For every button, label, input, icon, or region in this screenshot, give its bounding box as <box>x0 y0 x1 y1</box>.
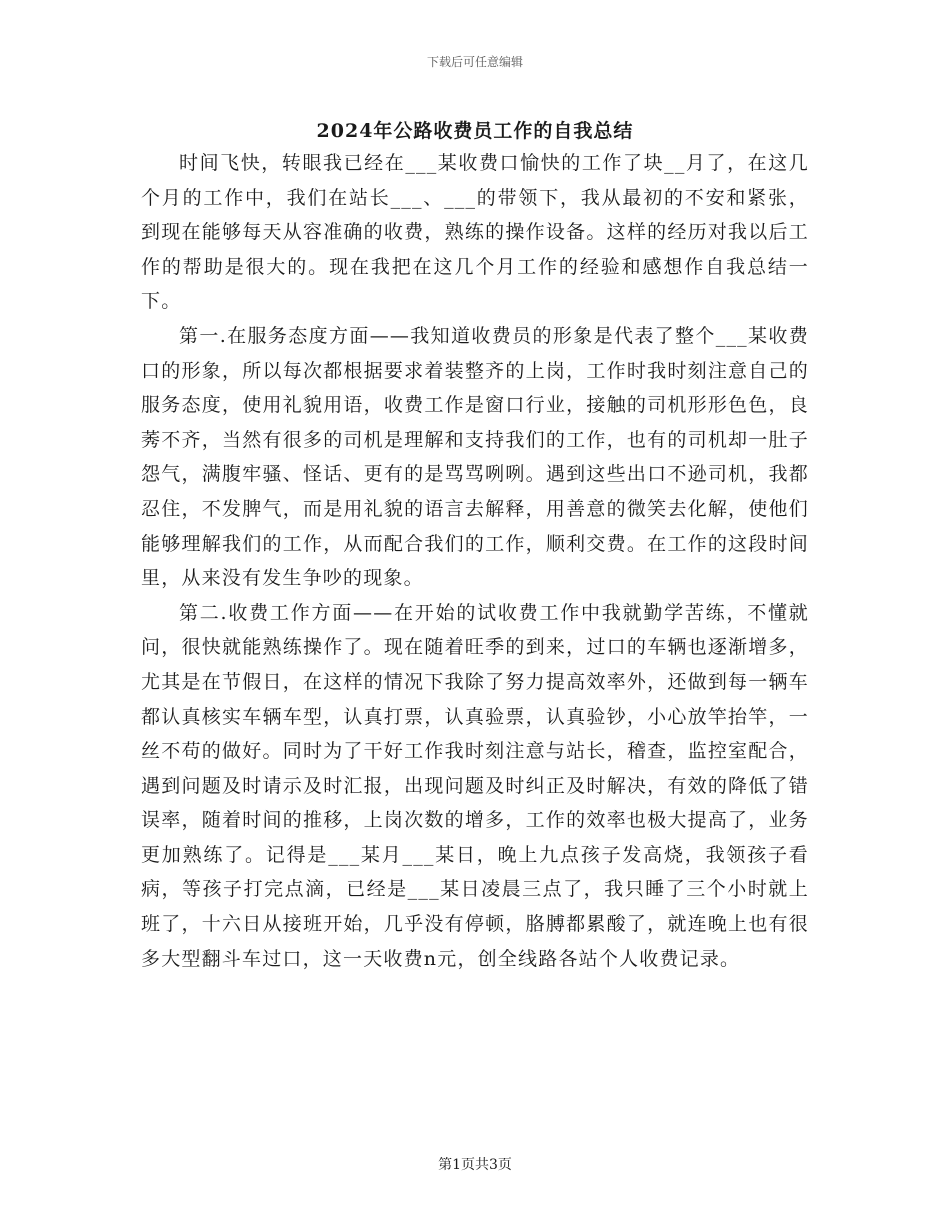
page-number: 第1页共3页 <box>438 1157 512 1173</box>
paragraph-service-attitude: 第一.在服务态度方面——我知道收费员的形象是代表了整个___某收费口的形象，所以每次都根据要求着装整齐的上岗，工作时我时刻注意自己的服务态度，使用礼貌用语，收费工作是窗口行业，接触的司机形形色色，良莠不齐，当然有很多的司机是理解和支持我们的工作，也有的司机却一肚子怨气，满腹牢骚、怪话、更有的是骂骂咧咧。遇到这些出口不逊司机，我都忍住，不发脾气，而是用礼貌的语言去解释，用善意的微笑去化解，使他们能够理解我们的工作，从而配合我们的工作，顺利交费。在工作的这段时间里，从来没有发生争吵的现象。 <box>141 324 809 590</box>
paragraph-intro: 时间飞快，转眼我已经在___某收费口愉快的工作了块__月了，在这几个月的工作中，我们在站长___、___的带领下，我从最初的不安和紧张，到现在能够每天从容准确的收费，熟练的操作设备。这样的经历对我以后工作的帮助是很大的。现在我把在这几个月工作的经验和感想作自我总结一下。 <box>141 152 809 313</box>
document-title: 2024年公路收费员工作的自我总结 <box>316 120 634 142</box>
header-note: 下载后可任意编辑 <box>426 55 523 69</box>
paragraph-toll-work: 第二.收费工作方面——在开始的试收费工作中我就勤学苦练，不懂就问，很快就能熟练操作了。现在随着旺季的到来，过口的车辆也逐渐增多，尤其是在节假日，在这样的情况下我除了努力提高效率外，还做到每一辆车都认真核实车辆车型，认真打票，认真验票，认真验钞，小心放竿抬竿，一丝不苟的做好。同时为了干好工作我时刻注意与站长，稽查，监控室配合，遇到问题及时请示及时汇报，出现问题及时纠正及时解决，有效的降低了错误率，随着时间的推移，上岗次数的增多，工作的效率也极大提高了，业务更加熟练了。记得是___某月___某日，晚上九点孩子发高烧，我领孩子看病，等孩子打完点滴，已经是___某日凌晨三点了，我只睡了三个小时就上班了，十六日从接班开始，几乎没有停顿，胳膊都累酸了，就连晚上也有很多大型翻斗车过口，这一天收费n元，创全线路各站个人收费记录。 <box>141 601 809 970</box>
document-body <box>141 146 809 976</box>
